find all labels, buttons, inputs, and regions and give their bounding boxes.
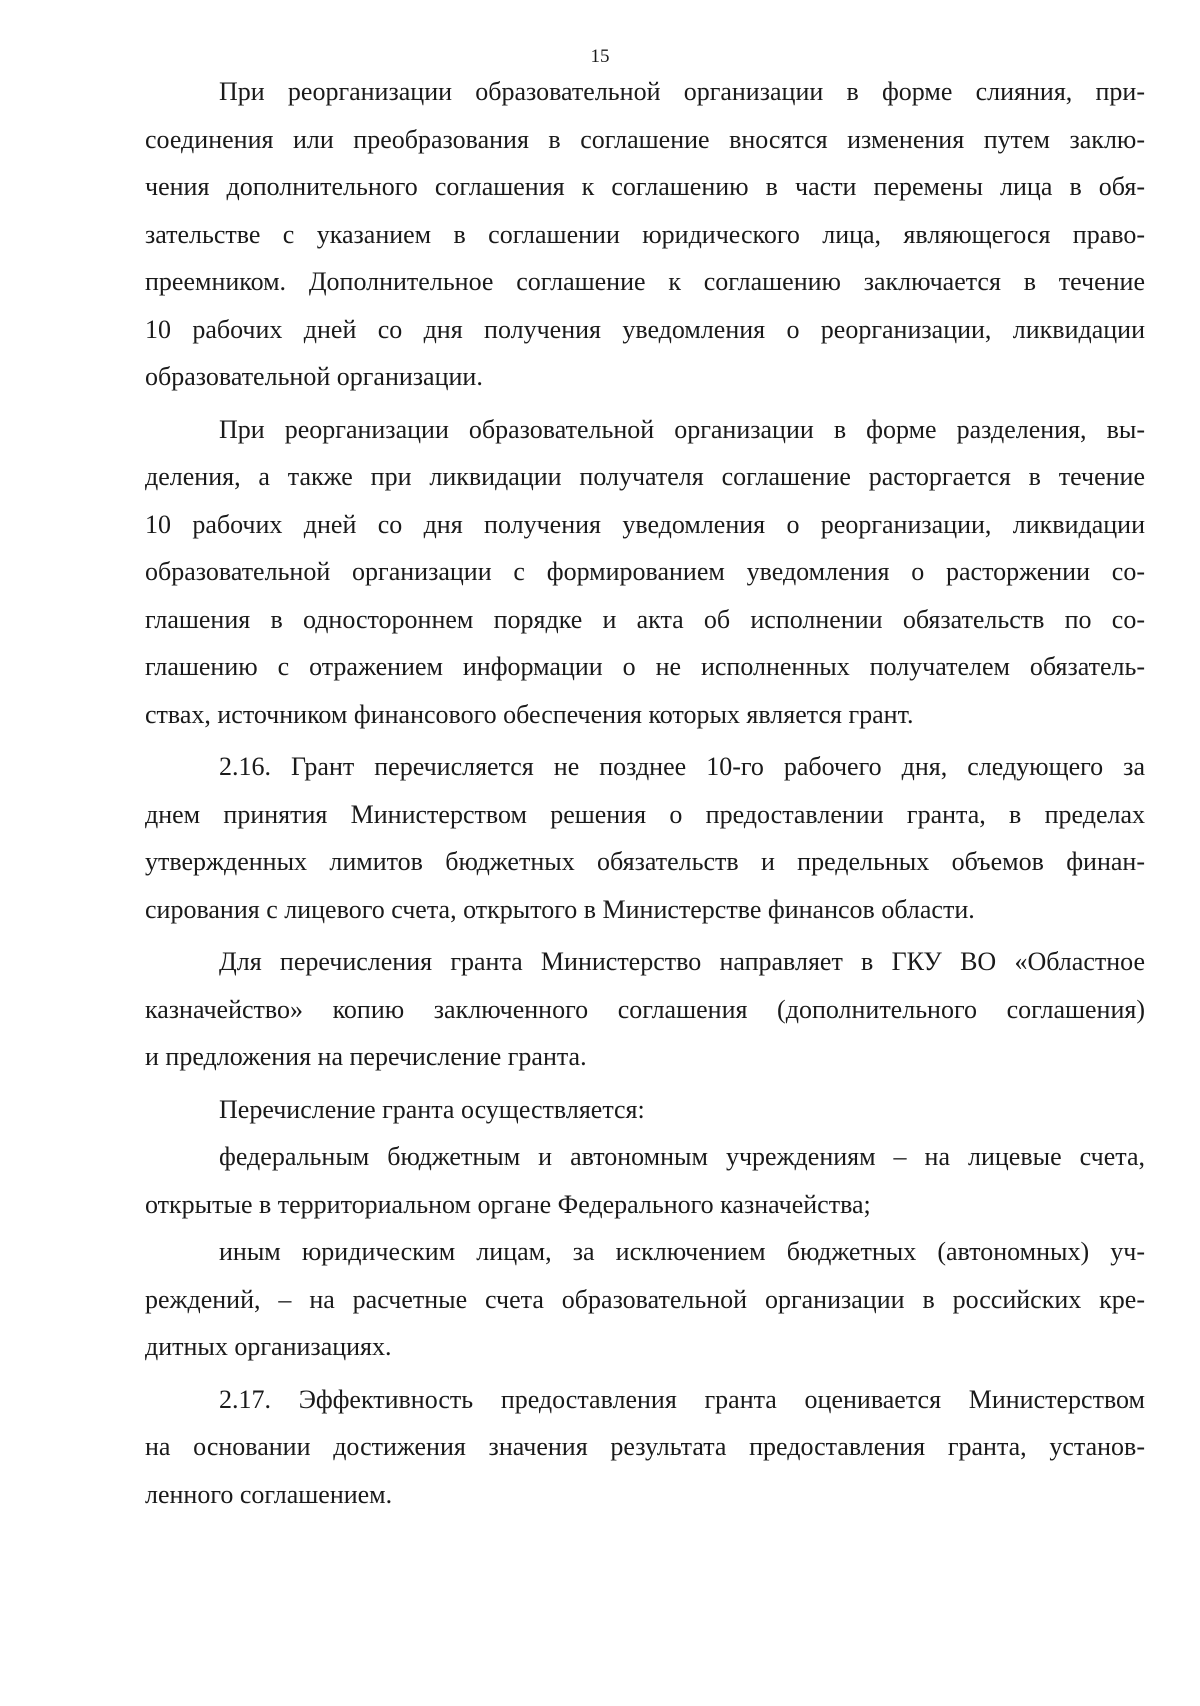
text-line: образовательной организации. <box>145 362 483 391</box>
text-line: и предложения на перечисление гранта. <box>145 1042 587 1071</box>
text-line: днем принятия Министерством решения о предоставлении гранта, в пределах <box>145 799 1145 829</box>
text-line: сирования с лицевого счета, открытого в Министерстве финансов области. <box>145 894 975 924</box>
text-line: ствах, источником финансового обеспечения которых является грант. <box>145 699 914 729</box>
text-line: деления, а также при ликвидации получателя соглашение расторгается в течение <box>145 462 1145 491</box>
text-line: Перечисление гранта осуществляется: <box>219 1094 645 1124</box>
text-line: казначейство» копию заключенного соглашения (дополнительного соглашения) <box>145 994 1145 1024</box>
text-line: При реорганизации образовательной организации в форме разделения, вы- <box>219 414 1145 444</box>
document-body <box>145 68 1145 1518</box>
text-line: зательстве с указанием в соглашении юридического лица, являющегося право- <box>145 219 1145 249</box>
text-line: Для перечисления гранта Министерство направляет в ГКУ ВО «Областное <box>219 947 1145 976</box>
text-line: соединения или преобразования в соглашение вносятся изменения путем заклю- <box>145 124 1145 154</box>
text-line: 2.17. Эффективность предоставления гранта оценивается Министерством <box>219 1384 1145 1414</box>
text-line: реждений, – на расчетные счета образовательной организации в российских кре- <box>145 1284 1145 1314</box>
text-line: глашения в одностороннем порядке и акта об исполнении обязательств по со- <box>145 604 1145 634</box>
text-line: открытые в территориальном органе Федерального казначейства; <box>145 1189 871 1219</box>
text-line: ленного соглашением. <box>145 1479 393 1509</box>
text-line: на основании достижения значения результата предоставления гранта, установ- <box>145 1432 1145 1461</box>
text-line: 2.16. Грант перечисляется не позднее 10-го рабочего дня, следующего за <box>219 752 1145 781</box>
text-line: глашению с отражением информации о не исполненных получателем обязатель- <box>145 652 1145 681</box>
text-line: преемником. Дополнительное соглашение к соглашению заключается в течение <box>145 267 1145 296</box>
text-line: чения дополнительного соглашения к соглашению в части перемены лица в обя- <box>145 172 1145 201</box>
text-line: 10 рабочих дней со дня получения уведомления о реорганизации, ликвидации <box>145 314 1145 344</box>
text-line: федеральным бюджетным и автономным учреждениям – на лицевые счета, <box>219 1142 1145 1171</box>
page-number: 15 <box>590 46 610 67</box>
text-line: иным юридическим лицам, за исключением бюджетных (автономных) уч- <box>219 1237 1145 1266</box>
text-line: 10 рабочих дней со дня получения уведомления о реорганизации, ликвидации <box>145 509 1145 539</box>
text-line: дитных организациях. <box>145 1332 392 1361</box>
text-line: образовательной организации с формированием уведомления о расторжении со- <box>145 557 1145 586</box>
text-line: При реорганизации образовательной организации в форме слияния, при- <box>219 77 1145 106</box>
text-line: утвержденных лимитов бюджетных обязательств и предельных объемов финан- <box>145 847 1145 876</box>
